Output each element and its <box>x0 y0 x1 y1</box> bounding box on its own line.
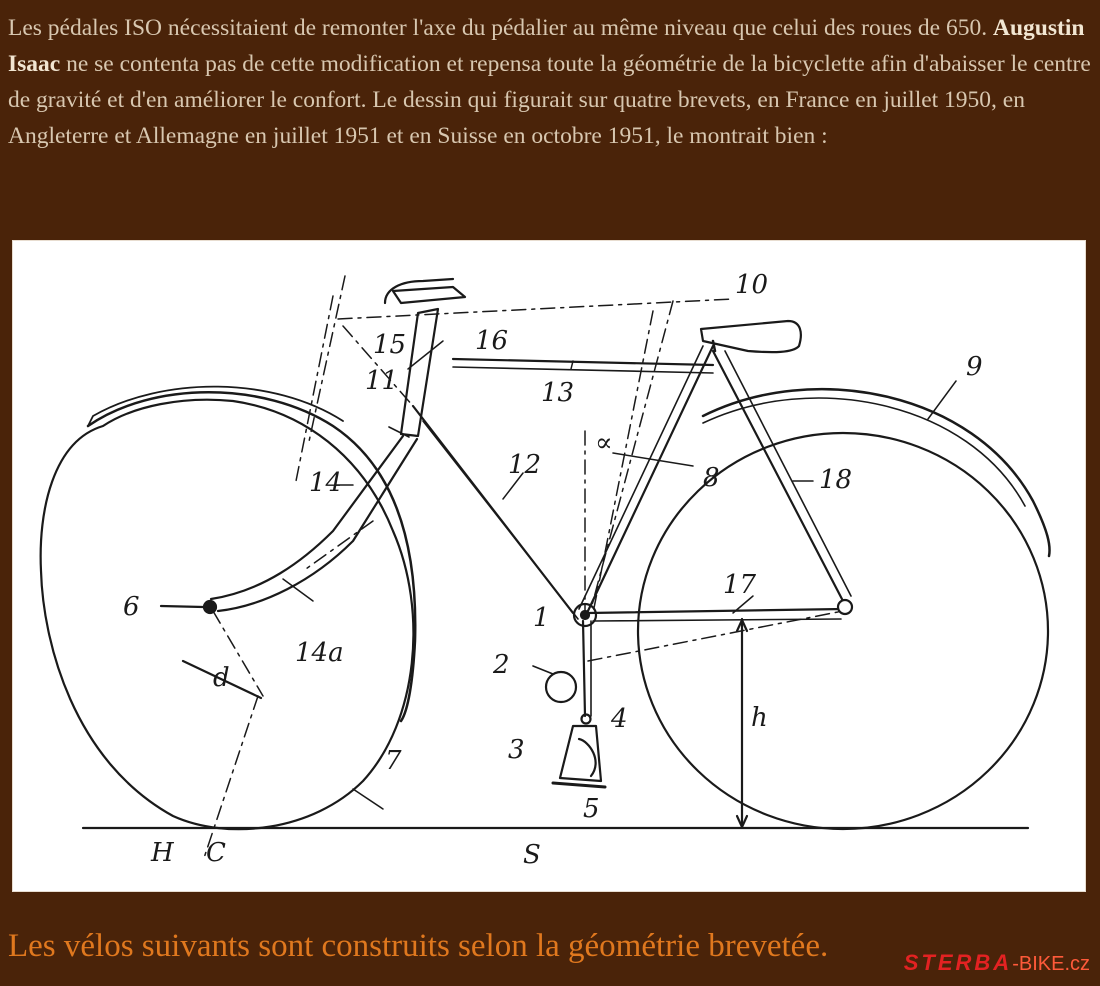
label-17: 17 <box>723 570 757 600</box>
fork-blade-inner <box>218 439 417 611</box>
drawing-labels <box>123 270 983 870</box>
patent-drawing <box>12 240 1086 892</box>
pedal-body <box>560 726 601 781</box>
label-1: 1 <box>533 603 550 633</box>
top-tube-inner <box>453 367 713 373</box>
leader-lines <box>283 341 956 809</box>
label-3: 3 <box>508 735 525 765</box>
front-hub <box>204 601 216 613</box>
crank <box>583 621 585 716</box>
chain-stay <box>588 609 843 613</box>
chainring <box>546 672 576 702</box>
label-15: 15 <box>373 330 407 360</box>
pedal-strap <box>579 739 596 776</box>
chain-stay-inner <box>593 619 841 621</box>
top-tube <box>453 359 713 365</box>
saddle <box>701 321 801 352</box>
arrow-2 <box>533 666 553 674</box>
bicycle-patent-diagram <box>13 241 1085 891</box>
front-wheel <box>41 400 414 829</box>
label-8: 8 <box>703 463 720 493</box>
front-mudguard <box>88 392 415 721</box>
label-14: 14 <box>309 468 343 498</box>
label-11: 11 <box>365 366 399 396</box>
head-tube-collar <box>389 427 409 437</box>
watermark-suffix: -BIKE.cz <box>1012 953 1090 975</box>
label-alpha: ∝ <box>595 428 613 458</box>
rear-mudguard-inner <box>703 398 1025 506</box>
seat-tube-inner <box>579 346 703 609</box>
site-watermark <box>904 950 1090 976</box>
intro-text-part1: Les pédales ISO nécessitaient de remonter l'axe du pédalier au même niveau que celui des roues de 650. <box>8 15 993 41</box>
arrow-6 <box>161 606 203 607</box>
head-tube <box>401 309 438 436</box>
label-13: 13 <box>541 378 575 408</box>
label-h: h <box>751 703 768 733</box>
label-S: S <box>523 840 541 870</box>
label-12: 12 <box>508 450 542 480</box>
label-C: C <box>206 838 226 868</box>
pedal-base <box>553 783 605 787</box>
label-5: 5 <box>583 794 600 824</box>
intro-paragraph <box>8 10 1096 154</box>
label-6: 6 <box>123 592 140 622</box>
label-10: 10 <box>735 270 769 300</box>
label-18: 18 <box>819 465 853 495</box>
fork-blade <box>211 436 403 599</box>
construction-lines <box>203 276 843 861</box>
label-2: 2 <box>493 650 510 680</box>
label-7: 7 <box>385 746 402 776</box>
label-H: H <box>151 838 174 868</box>
inventor-name: Augustin Isaac <box>8 15 1085 77</box>
bottom-bracket-axle <box>581 611 589 619</box>
caption-heading: Les vélos suivants sont construits selon la géométrie brevetée. <box>8 928 829 964</box>
handlebar <box>393 287 465 303</box>
intro-text-part2: ne se contenta pas de cette modification et repensa toute la géométrie de la bicyclette afin d'abaisser le centre de gravité et d'en améliorer le confort. Le dessin qui figurait sur quatre brevets, en France en juillet 1950, en Angleterre et Allemagne en juillet 1951 et en Suisse en octobre 1951, le montrait bien : <box>8 51 1091 149</box>
label-d: d <box>213 663 230 693</box>
label-14a: 14a <box>295 638 344 668</box>
label-4: 4 <box>611 704 628 734</box>
label-9: 9 <box>966 352 983 382</box>
watermark-brand: STERBA <box>903 950 1013 975</box>
label-16: 16 <box>475 326 509 356</box>
rear-mudguard <box>703 389 1050 556</box>
down-tube-inner <box>423 421 578 619</box>
rear-hub <box>838 600 852 614</box>
